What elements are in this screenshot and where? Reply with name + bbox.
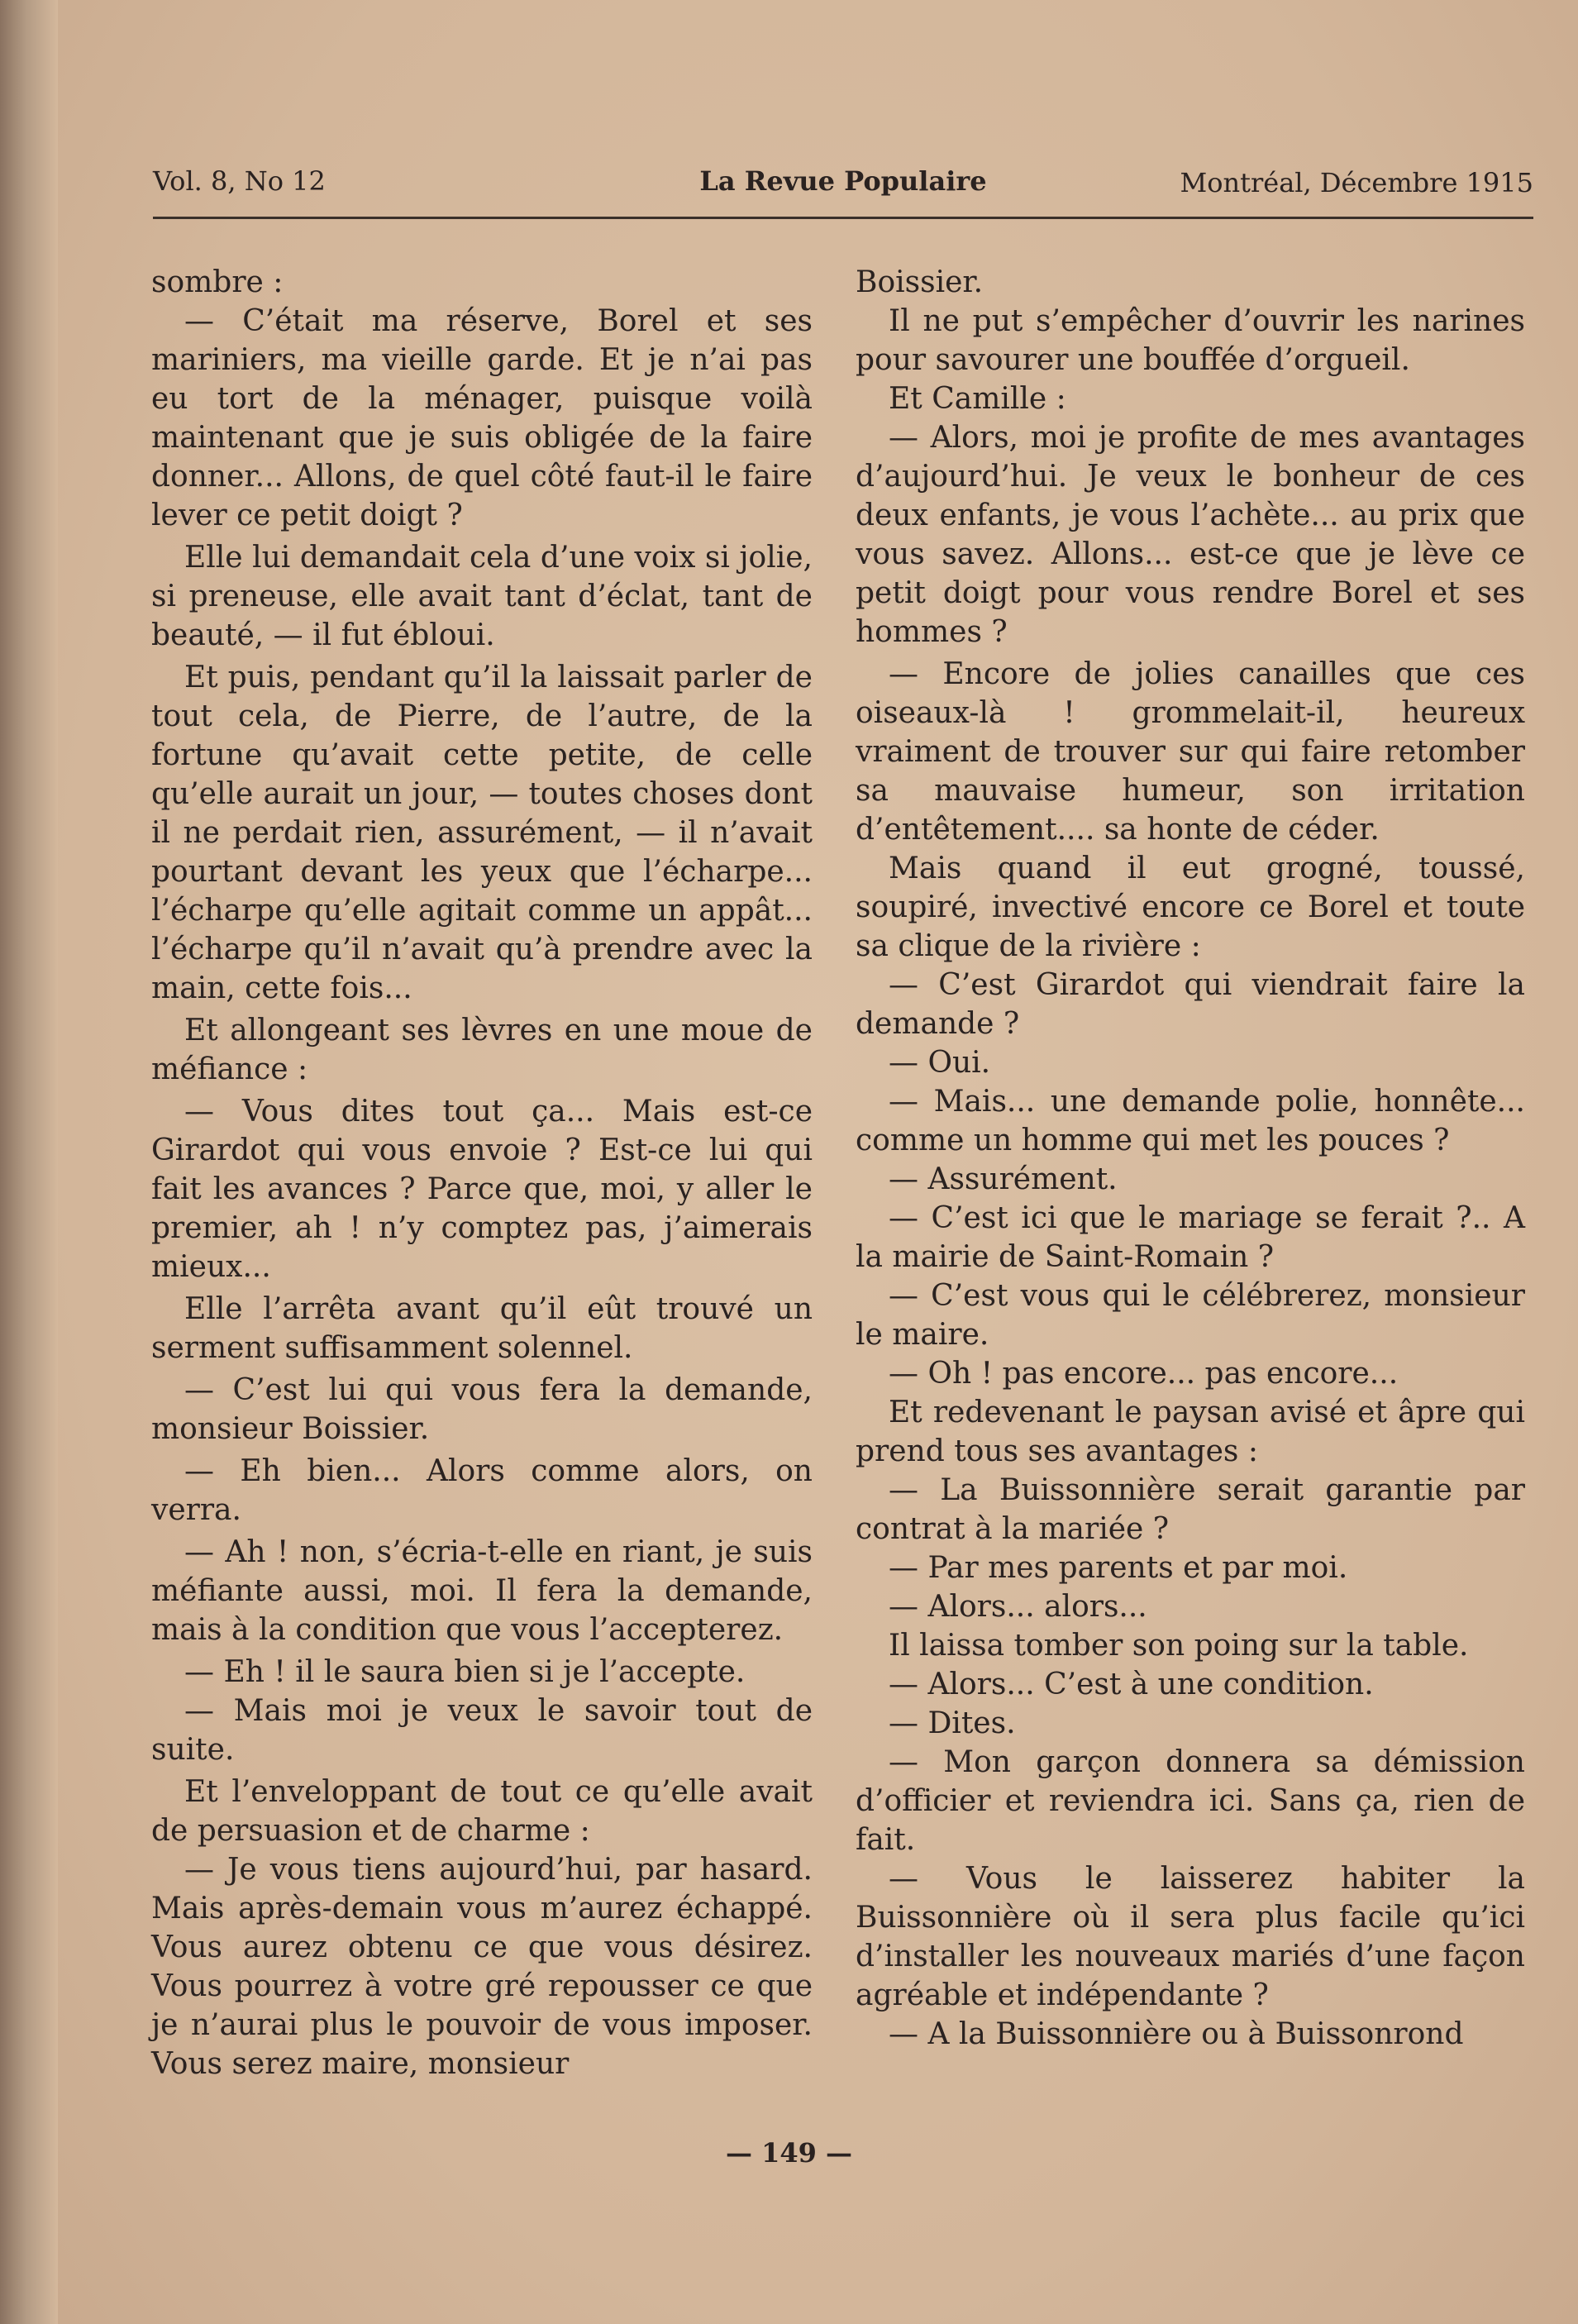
paragraph: — C’est lui qui vous fera la demande, monsieur Boissier. [151, 1373, 813, 1446]
paragraph: — Eh bien... Alors comme alors, on verra. [151, 1454, 813, 1527]
paragraph: Et allongeant ses lèvres en une moue de méfiance : [151, 1014, 813, 1086]
page-number: — 149 — [725, 2137, 853, 2169]
paragraph: — Alors, moi je profite de mes avantages d’aujourd’hui. Je veux le bonheur de ces deux enfants, je vous l’achète... au prix que vous savez. Allons... est-ce que je lève ce petit doigt pour vous rendre Borel et ses hommes ? [856, 421, 1525, 649]
paragraph: Et l’enveloppant de tout ce qu’elle avait de persuasion et de charme : [151, 1775, 813, 1848]
paragraph: Boissier. [856, 265, 984, 299]
paragraph: — C’était ma réserve, Borel et ses mariniers, ma vieille garde. Et je n’ai pas eu tort de la ménager, puisque voilà maintenant que je suis obligée de la faire donner... Allons, de quel côté faut-il le faire lever ce petit doigt ? [151, 304, 813, 532]
journal-title: La Revue Populaire [699, 165, 987, 197]
paragraph: — C’est ici que le mariage se ferait ?.. A la mairie de Saint-Romain ? [856, 1201, 1525, 1274]
paragraph: — C’est vous qui le célébrerez, monsieur le maire. [856, 1279, 1525, 1352]
paragraph: Elle lui demandait cela d’une voix si jolie, si preneuse, elle avait tant d’éclat, tant de beauté, — il fut ébloui. [151, 541, 813, 652]
paragraph: — Mais moi je veux le savoir tout de suite. [151, 1694, 813, 1767]
binding-shadow [0, 0, 58, 2324]
paragraph: — Par mes parents et par moi. [889, 1551, 1348, 1585]
paragraph: — Vous dites tout ça... Mais est-ce Girardot qui vous envoie ? Est-ce lui qui fait les avances ? Parce que, moi, y aller le premier, ah ! n’y comptez pas, j’aimerais mieux... [151, 1095, 813, 1284]
paragraph: Il ne put s’empêcher d’ouvrir les narines pour savourer une bouffée d’orgueil. [856, 304, 1525, 377]
right-column [856, 263, 1525, 2054]
paragraph: — C’est Girardot qui viendrait faire la demande ? [856, 968, 1525, 1041]
paragraph: — Oh ! pas encore... pas encore... [889, 1357, 1399, 1391]
paragraph: Elle l’arrêta avant qu’il eût trouvé un serment suffisamment solennel. [151, 1292, 813, 1365]
volume-number: Vol. 8, No 12 [153, 165, 326, 197]
paragraph: — A la Buissonnière ou à Buissonrond [889, 2017, 1464, 2051]
paragraph: — Encore de jolies canailles que ces oiseaux-là ! grommelait-il, heureux vraiment de trouver sur qui faire retomber sa mauvaise humeur, son irritation d’entêtement.... sa honte de céder. [856, 657, 1525, 847]
paragraph: — Dites. [889, 1706, 1016, 1740]
paragraph: Et puis, pendant qu’il la laissait parler de tout cela, de Pierre, de l’autre, de la fortune qu’avait cette petite, de celle qu’elle aurait un jour, — toutes choses dont il ne perdait rien, assurément, — il n’avait pourtant devant les yeux que l’écharpe... l’écharpe qu’elle agitait comme un appât... l’écharpe qu’il n’avait qu’à prendre avec la main, cette fois... [151, 661, 813, 1005]
running-header [153, 165, 1533, 207]
paragraph: — Alors... C’est à une condition. [889, 1668, 1374, 1701]
paragraph: Mais quand il eut grogné, toussé, soupiré, invectivé encore ce Borel et toute sa clique de la rivière : [856, 852, 1525, 963]
paragraph: — Eh ! il le saura bien si je l’accepte. [184, 1655, 746, 1689]
paragraph: — Oui. [889, 1046, 991, 1080]
paragraph: — Alors... alors... [889, 1590, 1147, 1624]
paragraph: Et redevenant le paysan avisé et âpre qui prend tous ses avantages : [856, 1396, 1525, 1468]
paragraph: — Assurément. [889, 1162, 1118, 1196]
paragraph: — Mon garçon donnera sa démission d’officier et reviendra ici. Sans ça, rien de fait. [856, 1745, 1525, 1857]
dateline: Montréal, Décembre 1915 [1180, 167, 1533, 198]
paragraph: — Ah ! non, s’écria-t-elle en riant, je suis méfiante aussi, moi. Il fera la demande, mais à la condition que vous l’accepterez. [151, 1535, 813, 1647]
paragraph: — Je vous tiens aujourd’hui, par hasard. Mais après-demain vous m’aurez échappé. Vous aurez obtenu ce que vous désirez. Vous pourrez à votre gré repousser ce que je n’aurai plus le pouvoir de vous imposer. Vous serez maire, monsieur [151, 1853, 813, 2081]
left-column [151, 263, 813, 2083]
paragraph: sombre : [151, 265, 284, 299]
header-rule [153, 217, 1533, 219]
paragraph: Il laissa tomber son poing sur la table. [889, 1629, 1469, 1663]
paragraph: — Vous le laisserez habiter la Buissonnière où il sera plus facile qu’ici d’installer les nouveaux mariés d’une façon agréable et indépendante ? [856, 1862, 1525, 2012]
paragraph: Et Camille : [889, 382, 1066, 416]
paragraph: — La Buissonnière serait garantie par contrat à la mariée ? [856, 1473, 1525, 1546]
paragraph: — Mais... une demande polie, honnête... comme un homme qui met les pouces ? [856, 1085, 1525, 1157]
